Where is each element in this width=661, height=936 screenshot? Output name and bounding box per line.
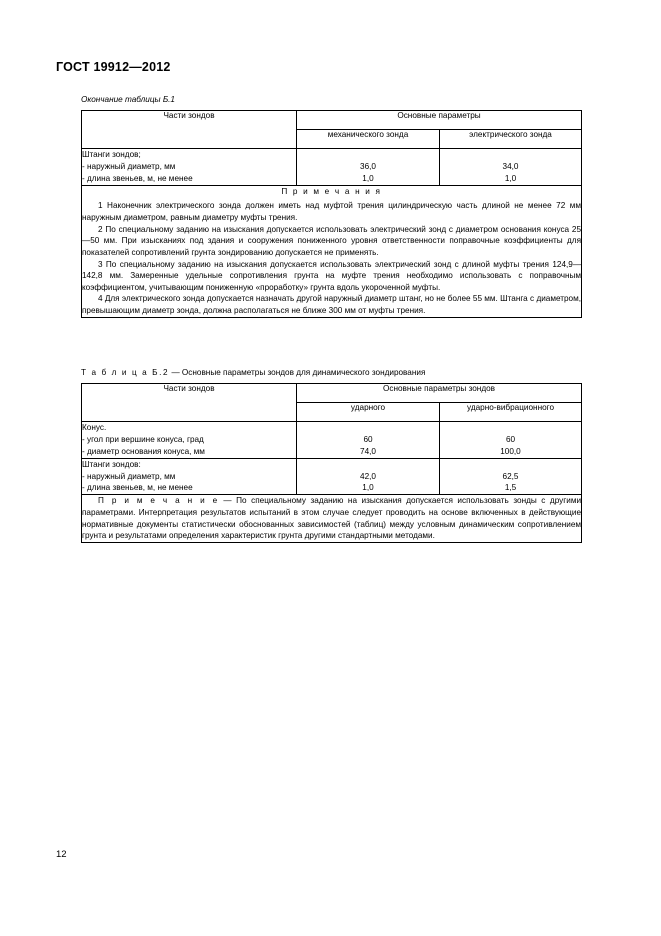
note-item: 4 Для электрического зонда допускается назначать другой наружный диаметр штанг, но не более 55 мм. Штанга с диаметром, превышающим диаметр зонда, должна располагаться не ближе 300 мм от муфты трения.	[82, 294, 582, 316]
note-item: 2 По специальному заданию на изыскания допускается использовать электрический зонд с диаметром основания конуса 25—50 мм. При изысканиях под здания и сооружения пониженного уровня ответственности поправочные коэффициенты для показателей сопротивлений грунта зондированию допускается не применять.	[82, 224, 582, 257]
table-b1-notes	[82, 185, 582, 317]
value-line-3: 1,0	[362, 483, 374, 493]
page-title: ГОСТ 19912—2012	[56, 60, 171, 74]
row-label-line-3: - диаметр основания конуса, мм	[82, 446, 205, 456]
value-line-2: 36,0	[360, 161, 376, 171]
table-row	[82, 495, 582, 543]
value-line-3: 1,0	[504, 173, 517, 183]
value-line-2: 60	[363, 434, 373, 444]
table-b2-caption	[81, 368, 425, 377]
row-label-line-2: - угол при вершине конуса, град	[82, 434, 204, 444]
table-row	[82, 185, 582, 317]
table-b2-caption-prefix: Т а б л и ц а Б.2	[81, 368, 170, 377]
notes-title: П р и м е ч а н и я	[281, 186, 382, 196]
table-b2-caption-rest: — Основные параметры зондов для динамического зондирования	[169, 368, 426, 377]
value-line-2: 34,0	[502, 161, 519, 171]
table-b1-row-label	[82, 149, 297, 186]
table-b2-header-group: Основные параметры зондов	[297, 384, 582, 403]
table-row	[82, 149, 582, 186]
value-line-1	[440, 149, 581, 161]
table-b2-header-udar-vibro: ударно-вибрационного	[440, 403, 582, 422]
table-row	[82, 111, 582, 130]
value-line-1	[440, 459, 581, 471]
row-label-line-1: Штанги зондов:	[82, 459, 141, 469]
value-line-3: 74,0	[360, 446, 376, 456]
table-row	[82, 384, 582, 403]
row-label-line-2: - наружный диаметр, мм	[82, 471, 176, 481]
table-b1-caption: Окончание таблицы Б.1	[81, 95, 175, 104]
table-b1-header-elec: электрического зонда	[440, 130, 582, 149]
table-b1-header-parts: Части зондов	[82, 111, 297, 149]
value-line-2: 42,0	[360, 471, 376, 481]
value-line-1	[440, 422, 581, 434]
row-label-line-2: - наружный диаметр, мм	[82, 161, 176, 171]
table-b2-note	[82, 495, 582, 543]
table-row	[82, 458, 582, 495]
value-line-3: 1,5	[504, 483, 517, 493]
note-title: П р и м е ч а н и е	[98, 496, 219, 506]
table-b2-row-udar-vibro	[440, 422, 582, 459]
value-line-1	[297, 149, 439, 161]
note-text: — По специальному заданию на изыскания допускается использовать зонды с другими параметрами. Интерпретация результатов испытаний в этом случае следует проводить на основе включенных в действующие нормативные документы статистически обоснованных зависимостей (таблиц) между условным динамическим сопротивлением грунта и результатами определения характеристик грунта другими стандартными методами.	[82, 496, 582, 541]
value-line-3: 1,0	[362, 173, 374, 183]
table-b2-row-udar-vibro	[440, 458, 582, 495]
table-b1-header-mech: механического зонда	[297, 130, 440, 149]
row-label-line-1: Штанги зондов;	[82, 150, 141, 159]
table-b2-row-label	[82, 458, 297, 495]
table-b2	[81, 383, 582, 543]
note-item: 1 Наконечник электрического зонда должен иметь над муфтой трения цилиндрическую часть длиной не менее 72 мм наружным диаметром, равным диаметру муфты трения.	[82, 201, 582, 222]
row-label-line-1: Конус.	[82, 423, 107, 432]
value-line-1	[297, 422, 439, 434]
table-b1-header-group: Основные параметры	[297, 111, 582, 130]
table-row	[82, 422, 582, 459]
table-b2-row-udar	[297, 458, 440, 495]
row-label-line-3: - длина звеньев, м, не менее	[82, 173, 193, 183]
value-line-1	[297, 459, 439, 471]
value-line-2: 62,5	[502, 471, 519, 481]
table-b1-row-elec	[440, 149, 582, 186]
note-item: 3 По специальному заданию на изыскания допускается использовать электрический зонд с длиной муфты трения 124,9—142,8 мм. Замеренные удельные сопротивления грунта на муфте трения необходимо использовать с поправочным коэффициентом, учитывающим пониженную «проработку» грунта вдоль укороченной муфты.	[82, 259, 582, 292]
value-line-3: 100,0	[500, 446, 521, 456]
table-b1	[81, 110, 582, 318]
row-label-line-3: - длина звеньев, м, не менее	[82, 483, 193, 493]
table-b1-row-mech	[297, 149, 440, 186]
table-b2-header-udar: ударного	[297, 403, 440, 422]
table-b2-row-label	[82, 422, 297, 459]
table-b2-header-parts: Части зондов	[82, 384, 297, 422]
value-line-2: 60	[505, 434, 516, 444]
page-number: 12	[56, 849, 67, 860]
table-b2-row-udar	[297, 422, 440, 459]
